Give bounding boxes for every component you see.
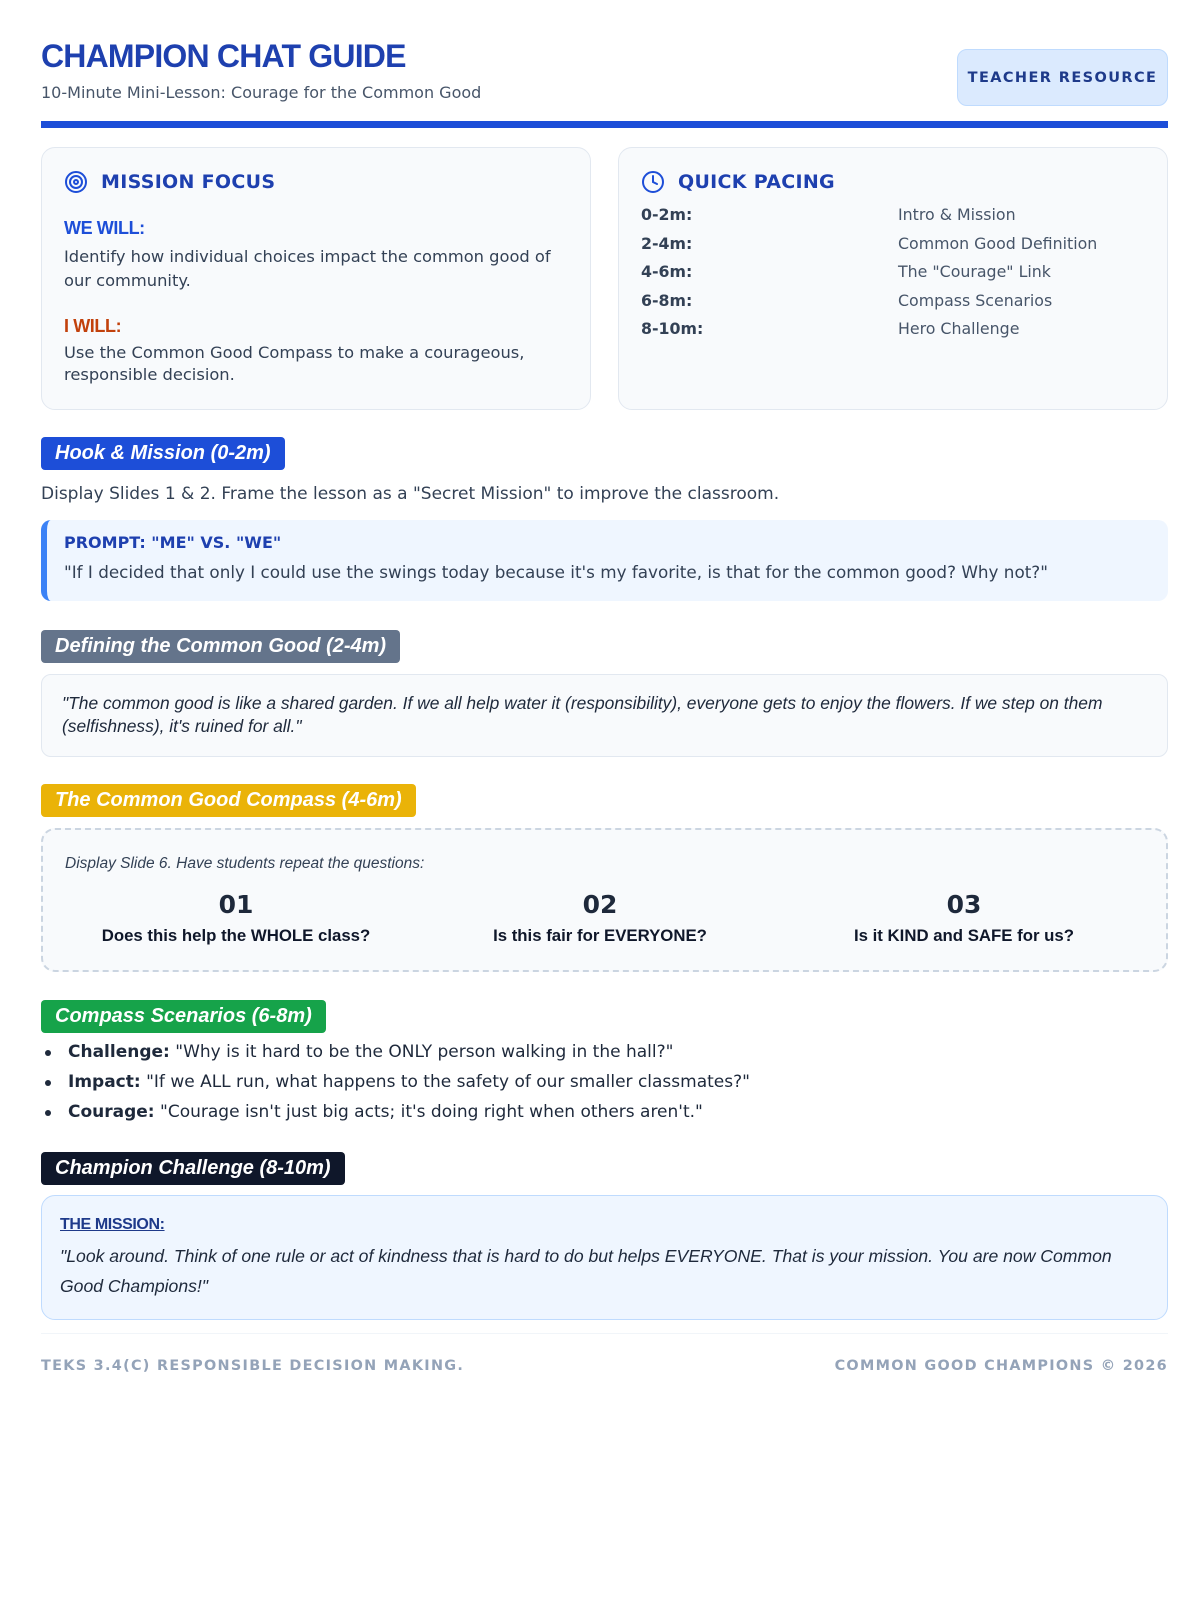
list-item <box>41 1100 1168 1130</box>
list-item <box>41 1040 1168 1070</box>
pacing-time: 0-2m: <box>641 205 693 224</box>
teacher-resource-badge: TEACHER RESOURCE <box>957 49 1168 106</box>
pacing-row <box>641 205 1146 234</box>
footer-copyright: COMMON GOOD CHAMPIONS © 2026 <box>834 1358 1168 1374</box>
scenario-text: "Courage isn't just big acts; it's doing right when others aren't." <box>160 1102 703 1122</box>
footer-standard: TEKS 3.4(C) RESPONSIBLE DECISION MAKING. <box>41 1358 465 1374</box>
compass-intro: Display Slide 6. Have students repeat the questions: <box>65 855 425 872</box>
i-will-text: Use the Common Good Compass to make a courageous, responsible decision. <box>64 343 525 384</box>
mission-text: "Look around. Think of one rule or act of kindness that is hard to do but helps EVERYONE. That is your mission. You are now Common Good Champions!" <box>60 1246 1112 1296</box>
i-will-label: I WILL: <box>64 316 122 336</box>
list-item <box>41 1070 1168 1100</box>
overview-cards <box>41 147 1168 410</box>
mission-box <box>41 1195 1168 1320</box>
defining-section-tag: Defining the Common Good (2-4m) <box>41 630 400 663</box>
challenge-section-tag: Champion Challenge (8-10m) <box>41 1152 345 1185</box>
pacing-activity: Compass Scenarios <box>898 290 1053 310</box>
bullet-dot <box>45 1110 51 1116</box>
mission-focus-heading <box>64 170 275 194</box>
scenario-text: "Why is it hard to be the ONLY person walking in the hall?" <box>175 1042 674 1062</box>
target-icon <box>64 170 88 194</box>
pacing-activity: Intro & Mission <box>898 205 1016 224</box>
scenario-label: Challenge: <box>68 1042 170 1062</box>
compass-section-tag: The Common Good Compass (4-6m) <box>41 784 416 817</box>
compass-question: Is this fair for EVERYONE? <box>493 926 707 945</box>
prompt-callout <box>41 520 1168 601</box>
we-will-text: Identify how individual choices impact the common good of our community. <box>64 247 551 290</box>
scenario-label: Courage: <box>68 1102 155 1122</box>
compass-question: Is it KIND and SAFE for us? <box>853 926 1075 945</box>
scenario-text: "If we ALL run, what happens to the safety of our smaller classmates?" <box>146 1072 750 1092</box>
quick-pacing-card <box>618 147 1168 410</box>
pacing-activity: Common Good Definition <box>898 233 1098 253</box>
compass-question-item <box>420 888 780 946</box>
page-subtitle: 10-Minute Mini-Lesson: Courage for the Common Good <box>41 83 482 102</box>
pacing-activity: The "Courage" Link <box>898 262 1051 282</box>
pacing-list <box>641 205 1146 348</box>
bullet-dot <box>45 1050 51 1056</box>
definition-quote: "The common good is like a shared garden. If we all help water it (responsibility), everyone gets to enjoy the flowers. If we step on them (selfishness), it's ruined for all." <box>62 693 1103 736</box>
header <box>41 0 1168 128</box>
pacing-time: 8-10m: <box>641 319 704 339</box>
pacing-row <box>641 234 1146 263</box>
compass-questions-box <box>41 828 1168 972</box>
bullet-dot <box>45 1080 51 1086</box>
mission-label: THE MISSION: <box>60 1216 165 1233</box>
definition-quote-box <box>41 674 1168 757</box>
page-title: CHAMPION CHAT GUIDE <box>41 38 406 74</box>
pacing-activity: Hero Challenge <box>898 319 1020 339</box>
quick-pacing-heading <box>641 170 835 194</box>
pacing-time: 4-6m: <box>641 262 693 282</box>
compass-number: 03 <box>946 890 982 919</box>
prompt-label: PROMPT: "ME" VS. "WE" <box>64 533 282 552</box>
clock-icon <box>641 170 665 194</box>
mission-focus-title: MISSION FOCUS <box>101 171 276 193</box>
pacing-time: 2-4m: <box>641 233 693 253</box>
we-will-label: WE WILL: <box>64 218 145 238</box>
scenarios-section-tag: Compass Scenarios (6-8m) <box>41 1000 326 1033</box>
prompt-question: "If I decided that only I could use the swings today because it's my favorite, is that for the common good? Why not?" <box>64 562 1048 582</box>
pacing-row <box>641 291 1146 320</box>
hook-section-tag: Hook & Mission (0-2m) <box>41 437 285 470</box>
compass-question: Does this help the WHOLE class? <box>101 926 371 945</box>
pacing-row <box>641 319 1146 348</box>
scenarios-list <box>41 1040 1168 1130</box>
pacing-time: 6-8m: <box>641 290 693 310</box>
lesson-page <box>41 0 1168 1374</box>
compass-number: 01 <box>218 890 254 919</box>
compass-number: 02 <box>582 890 618 919</box>
hook-instructions: Display Slides 1 & 2. Frame the lesson as a "Secret Mission" to improve the classroom. <box>41 484 780 504</box>
compass-question-item <box>784 888 1144 946</box>
quick-pacing-title: QUICK PACING <box>678 171 835 193</box>
mission-focus-card <box>41 147 591 410</box>
scenario-label: Impact: <box>68 1072 141 1092</box>
compass-question-item <box>56 888 416 946</box>
footer <box>41 1333 1168 1373</box>
pacing-row <box>641 262 1146 291</box>
